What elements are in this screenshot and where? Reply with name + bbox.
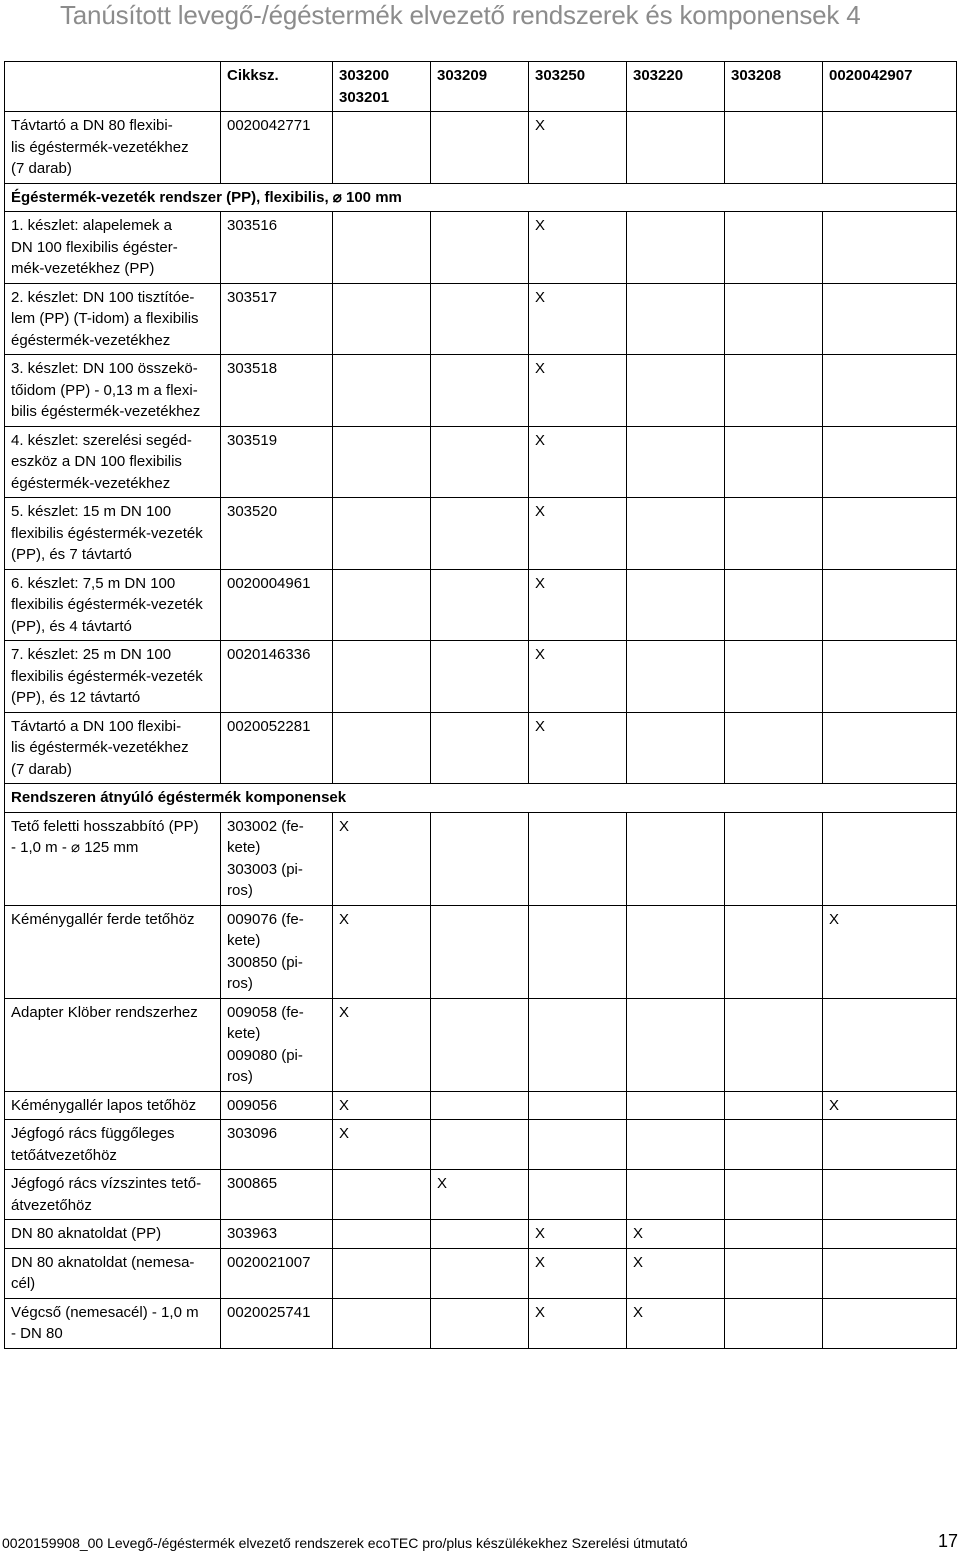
compatibility-mark [333, 641, 431, 713]
row-article-number: 009076 (fe- kete) 300850 (pi- ros) [221, 905, 333, 998]
compatibility-mark: X [529, 283, 627, 355]
row-article-number: 303516 [221, 212, 333, 284]
compatibility-mark [823, 498, 957, 570]
table-row [5, 355, 957, 427]
row-article-number: 300865 [221, 1170, 333, 1220]
compatibility-mark [725, 1091, 823, 1120]
row-description: 3. készlet: DN 100 összekö- tőidom (PP) - 0,13 m a flexi- bilis égéstermék-vezetékhez [5, 355, 221, 427]
compatibility-mark: X [529, 426, 627, 498]
compatibility-mark [725, 283, 823, 355]
compatibility-mark: X [333, 905, 431, 998]
compatibility-mark [431, 112, 529, 184]
compatibility-mark [725, 112, 823, 184]
compatibility-mark [627, 112, 725, 184]
column-header: 303208 [725, 62, 823, 112]
compatibility-mark [725, 426, 823, 498]
compatibility-mark [725, 812, 823, 905]
compatibility-mark [823, 1248, 957, 1298]
row-article-number: 303002 (fe- kete) 303003 (pi- ros) [221, 812, 333, 905]
row-article-number: 009056 [221, 1091, 333, 1120]
column-header: 303209 [431, 62, 529, 112]
row-article-number: 0020042771 [221, 112, 333, 184]
page-header-title: Tanúsított levegő-/égéstermék elvezető rendszerek és komponensek 4 [60, 0, 861, 30]
table-row [5, 569, 957, 641]
compatibility-mark: X [529, 641, 627, 713]
row-article-number: 0020004961 [221, 569, 333, 641]
compatibility-mark [333, 1220, 431, 1249]
compatibility-mark [333, 112, 431, 184]
compatibility-mark: X [333, 812, 431, 905]
compatibility-mark [725, 498, 823, 570]
compatibility-mark [627, 1120, 725, 1170]
table-row [5, 1170, 957, 1220]
footer-text: 0020159908_00 Levegő-/égéstermék elvezető rendszerek ecoTEC pro/plus készülékekhez Szerelési útmutató [2, 1535, 688, 1551]
compatibility-mark [529, 1120, 627, 1170]
compatibility-mark: X [627, 1248, 725, 1298]
compatibility-mark [823, 712, 957, 784]
row-article-number: 303519 [221, 426, 333, 498]
compatibility-mark [725, 998, 823, 1091]
compatibility-mark [823, 1220, 957, 1249]
row-description: 2. készlet: DN 100 tisztítóe- lem (PP) (T-idom) a flexibilis égéstermék-vezetékhez [5, 283, 221, 355]
compatibility-mark [823, 212, 957, 284]
compatibility-mark [431, 498, 529, 570]
compatibility-mark [333, 712, 431, 784]
compatibility-mark [627, 212, 725, 284]
compatibility-mark [431, 812, 529, 905]
row-description: 6. készlet: 7,5 m DN 100 flexibilis égéstermék-vezeték (PP), és 4 távtartó [5, 569, 221, 641]
compatibility-mark [725, 905, 823, 998]
row-article-number: 303520 [221, 498, 333, 570]
compatibility-mark [431, 1298, 529, 1348]
compatibility-mark [529, 1091, 627, 1120]
compatibility-mark [333, 355, 431, 427]
column-header: 303250 [529, 62, 627, 112]
compatibility-mark: X [529, 1298, 627, 1348]
compatibility-mark [431, 1120, 529, 1170]
compatibility-mark [725, 641, 823, 713]
table-row [5, 283, 957, 355]
row-article-number: 0020021007 [221, 1248, 333, 1298]
compatibility-mark [431, 569, 529, 641]
table-row [5, 212, 957, 284]
table-row [5, 1091, 957, 1120]
compatibility-mark: X [529, 1220, 627, 1249]
compatibility-mark [725, 212, 823, 284]
compatibility-mark [823, 112, 957, 184]
compatibility-mark [725, 1120, 823, 1170]
row-description: 5. készlet: 15 m DN 100 flexibilis égéstermék-vezeték (PP), és 7 távtartó [5, 498, 221, 570]
compatibility-mark: X [529, 1248, 627, 1298]
compatibility-mark [431, 712, 529, 784]
compatibility-mark [823, 812, 957, 905]
compatibility-mark [627, 998, 725, 1091]
compatibility-mark: X [431, 1170, 529, 1220]
compatibility-mark [823, 569, 957, 641]
compatibility-mark [333, 498, 431, 570]
column-header: Cikksz. [221, 62, 333, 112]
compatibility-mark [431, 283, 529, 355]
compatibility-mark [823, 998, 957, 1091]
row-article-number: 009058 (fe- kete) 009080 (pi- ros) [221, 998, 333, 1091]
row-description: Végcső (nemesacél) - 1,0 m - DN 80 [5, 1298, 221, 1348]
table-row [5, 498, 957, 570]
section-header-row [5, 784, 957, 813]
compatibility-mark [627, 283, 725, 355]
compatibility-mark [431, 998, 529, 1091]
compatibility-mark [333, 569, 431, 641]
compatibility-mark [823, 355, 957, 427]
compatibility-mark: X [529, 712, 627, 784]
row-article-number: 303963 [221, 1220, 333, 1249]
row-description: Tető feletti hosszabbító (PP) - 1,0 m - ⌀ 125 mm [5, 812, 221, 905]
compatibility-mark [529, 998, 627, 1091]
compatibility-mark [529, 905, 627, 998]
compatibility-mark: X [529, 498, 627, 570]
compatibility-mark [725, 569, 823, 641]
column-header: 303220 [627, 62, 725, 112]
row-description: Kéménygallér ferde tetőhöz [5, 905, 221, 998]
compatibility-mark [627, 498, 725, 570]
compatibility-mark: X [823, 1091, 957, 1120]
compatibility-mark [823, 426, 957, 498]
compatibility-mark [333, 212, 431, 284]
column-header: 0020042907 [823, 62, 957, 112]
row-article-number: 303096 [221, 1120, 333, 1170]
row-article-number: 0020146336 [221, 641, 333, 713]
table-row [5, 1120, 957, 1170]
compatibility-mark: X [333, 1091, 431, 1120]
compatibility-mark: X [333, 998, 431, 1091]
table-row [5, 112, 957, 184]
row-description: Adapter Klöber rendszerhez [5, 998, 221, 1091]
compatibility-mark [627, 426, 725, 498]
row-description: DN 80 aknatoldat (PP) [5, 1220, 221, 1249]
row-description: 7. készlet: 25 m DN 100 flexibilis égéstermék-vezeték (PP), és 12 távtartó [5, 641, 221, 713]
compatibility-mark [431, 1091, 529, 1120]
compatibility-mark: X [823, 905, 957, 998]
compatibility-mark [333, 1298, 431, 1348]
compatibility-mark [333, 283, 431, 355]
compatibility-mark: X [529, 355, 627, 427]
table-row [5, 426, 957, 498]
compatibility-mark [725, 712, 823, 784]
compatibility-mark: X [529, 212, 627, 284]
compatibility-mark [431, 355, 529, 427]
row-article-number: 303518 [221, 355, 333, 427]
compatibility-mark: X [627, 1220, 725, 1249]
section-title: Rendszeren átnyúló égéstermék komponensek [5, 784, 957, 813]
compatibility-mark [333, 1248, 431, 1298]
compatibility-mark [823, 1170, 957, 1220]
compatibility-mark [627, 905, 725, 998]
section-header-row [5, 183, 957, 212]
compatibility-mark [725, 1220, 823, 1249]
compatibility-mark [431, 641, 529, 713]
row-description: Jégfogó rács vízszintes tető- átvezetőhöz [5, 1170, 221, 1220]
table-row [5, 1220, 957, 1249]
compatibility-mark [725, 1248, 823, 1298]
table-row [5, 712, 957, 784]
table-row [5, 1248, 957, 1298]
compatibility-mark [333, 1170, 431, 1220]
table-row [5, 1298, 957, 1348]
page-number: 17 [937, 1531, 958, 1551]
compatibility-mark [431, 1248, 529, 1298]
compatibility-mark [725, 1298, 823, 1348]
row-description: Kéménygallér lapos tetőhöz [5, 1091, 221, 1120]
table-row [5, 812, 957, 905]
table-header-row [5, 62, 957, 112]
row-description: Jégfogó rács függőleges tetőátvezetőhöz [5, 1120, 221, 1170]
product-compatibility-table [4, 61, 957, 1349]
row-description: 1. készlet: alapelemek a DN 100 flexibilis égéster- mék-vezetékhez (PP) [5, 212, 221, 284]
row-article-number: 0020025741 [221, 1298, 333, 1348]
compatibility-mark [333, 426, 431, 498]
compatibility-mark [529, 812, 627, 905]
compatibility-mark [431, 905, 529, 998]
compatibility-mark: X [627, 1298, 725, 1348]
compatibility-mark [529, 1170, 627, 1220]
compatibility-mark [627, 569, 725, 641]
compatibility-mark [823, 1298, 957, 1348]
compatibility-mark: X [529, 112, 627, 184]
column-header [5, 62, 221, 112]
compatibility-mark [627, 1091, 725, 1120]
section-title: Égéstermék-vezeték rendszer (PP), flexibilis, ⌀ 100 mm [5, 183, 957, 212]
compatibility-mark [431, 426, 529, 498]
compatibility-mark: X [333, 1120, 431, 1170]
row-article-number: 303517 [221, 283, 333, 355]
compatibility-mark [823, 283, 957, 355]
compatibility-mark [725, 1170, 823, 1220]
row-description: Távtartó a DN 100 flexibi- lis égéstermék-vezetékhez (7 darab) [5, 712, 221, 784]
compatibility-mark [823, 1120, 957, 1170]
table-row [5, 905, 957, 998]
compatibility-mark [627, 355, 725, 427]
row-description: Távtartó a DN 80 flexibi- lis égéstermék-vezetékhez (7 darab) [5, 112, 221, 184]
table-row [5, 641, 957, 713]
row-description: DN 80 aknatoldat (nemesa- cél) [5, 1248, 221, 1298]
compatibility-mark [627, 812, 725, 905]
table-row [5, 998, 957, 1091]
compatibility-mark [627, 712, 725, 784]
row-description: 4. készlet: szerelési segéd- eszköz a DN 100 flexibilis égéstermék-vezetékhez [5, 426, 221, 498]
compatibility-mark [431, 212, 529, 284]
compatibility-mark: X [529, 569, 627, 641]
column-header: 303200 303201 [333, 62, 431, 112]
compatibility-mark [431, 1220, 529, 1249]
row-article-number: 0020052281 [221, 712, 333, 784]
compatibility-mark [627, 1170, 725, 1220]
compatibility-mark [725, 355, 823, 427]
compatibility-mark [823, 641, 957, 713]
compatibility-mark [627, 641, 725, 713]
